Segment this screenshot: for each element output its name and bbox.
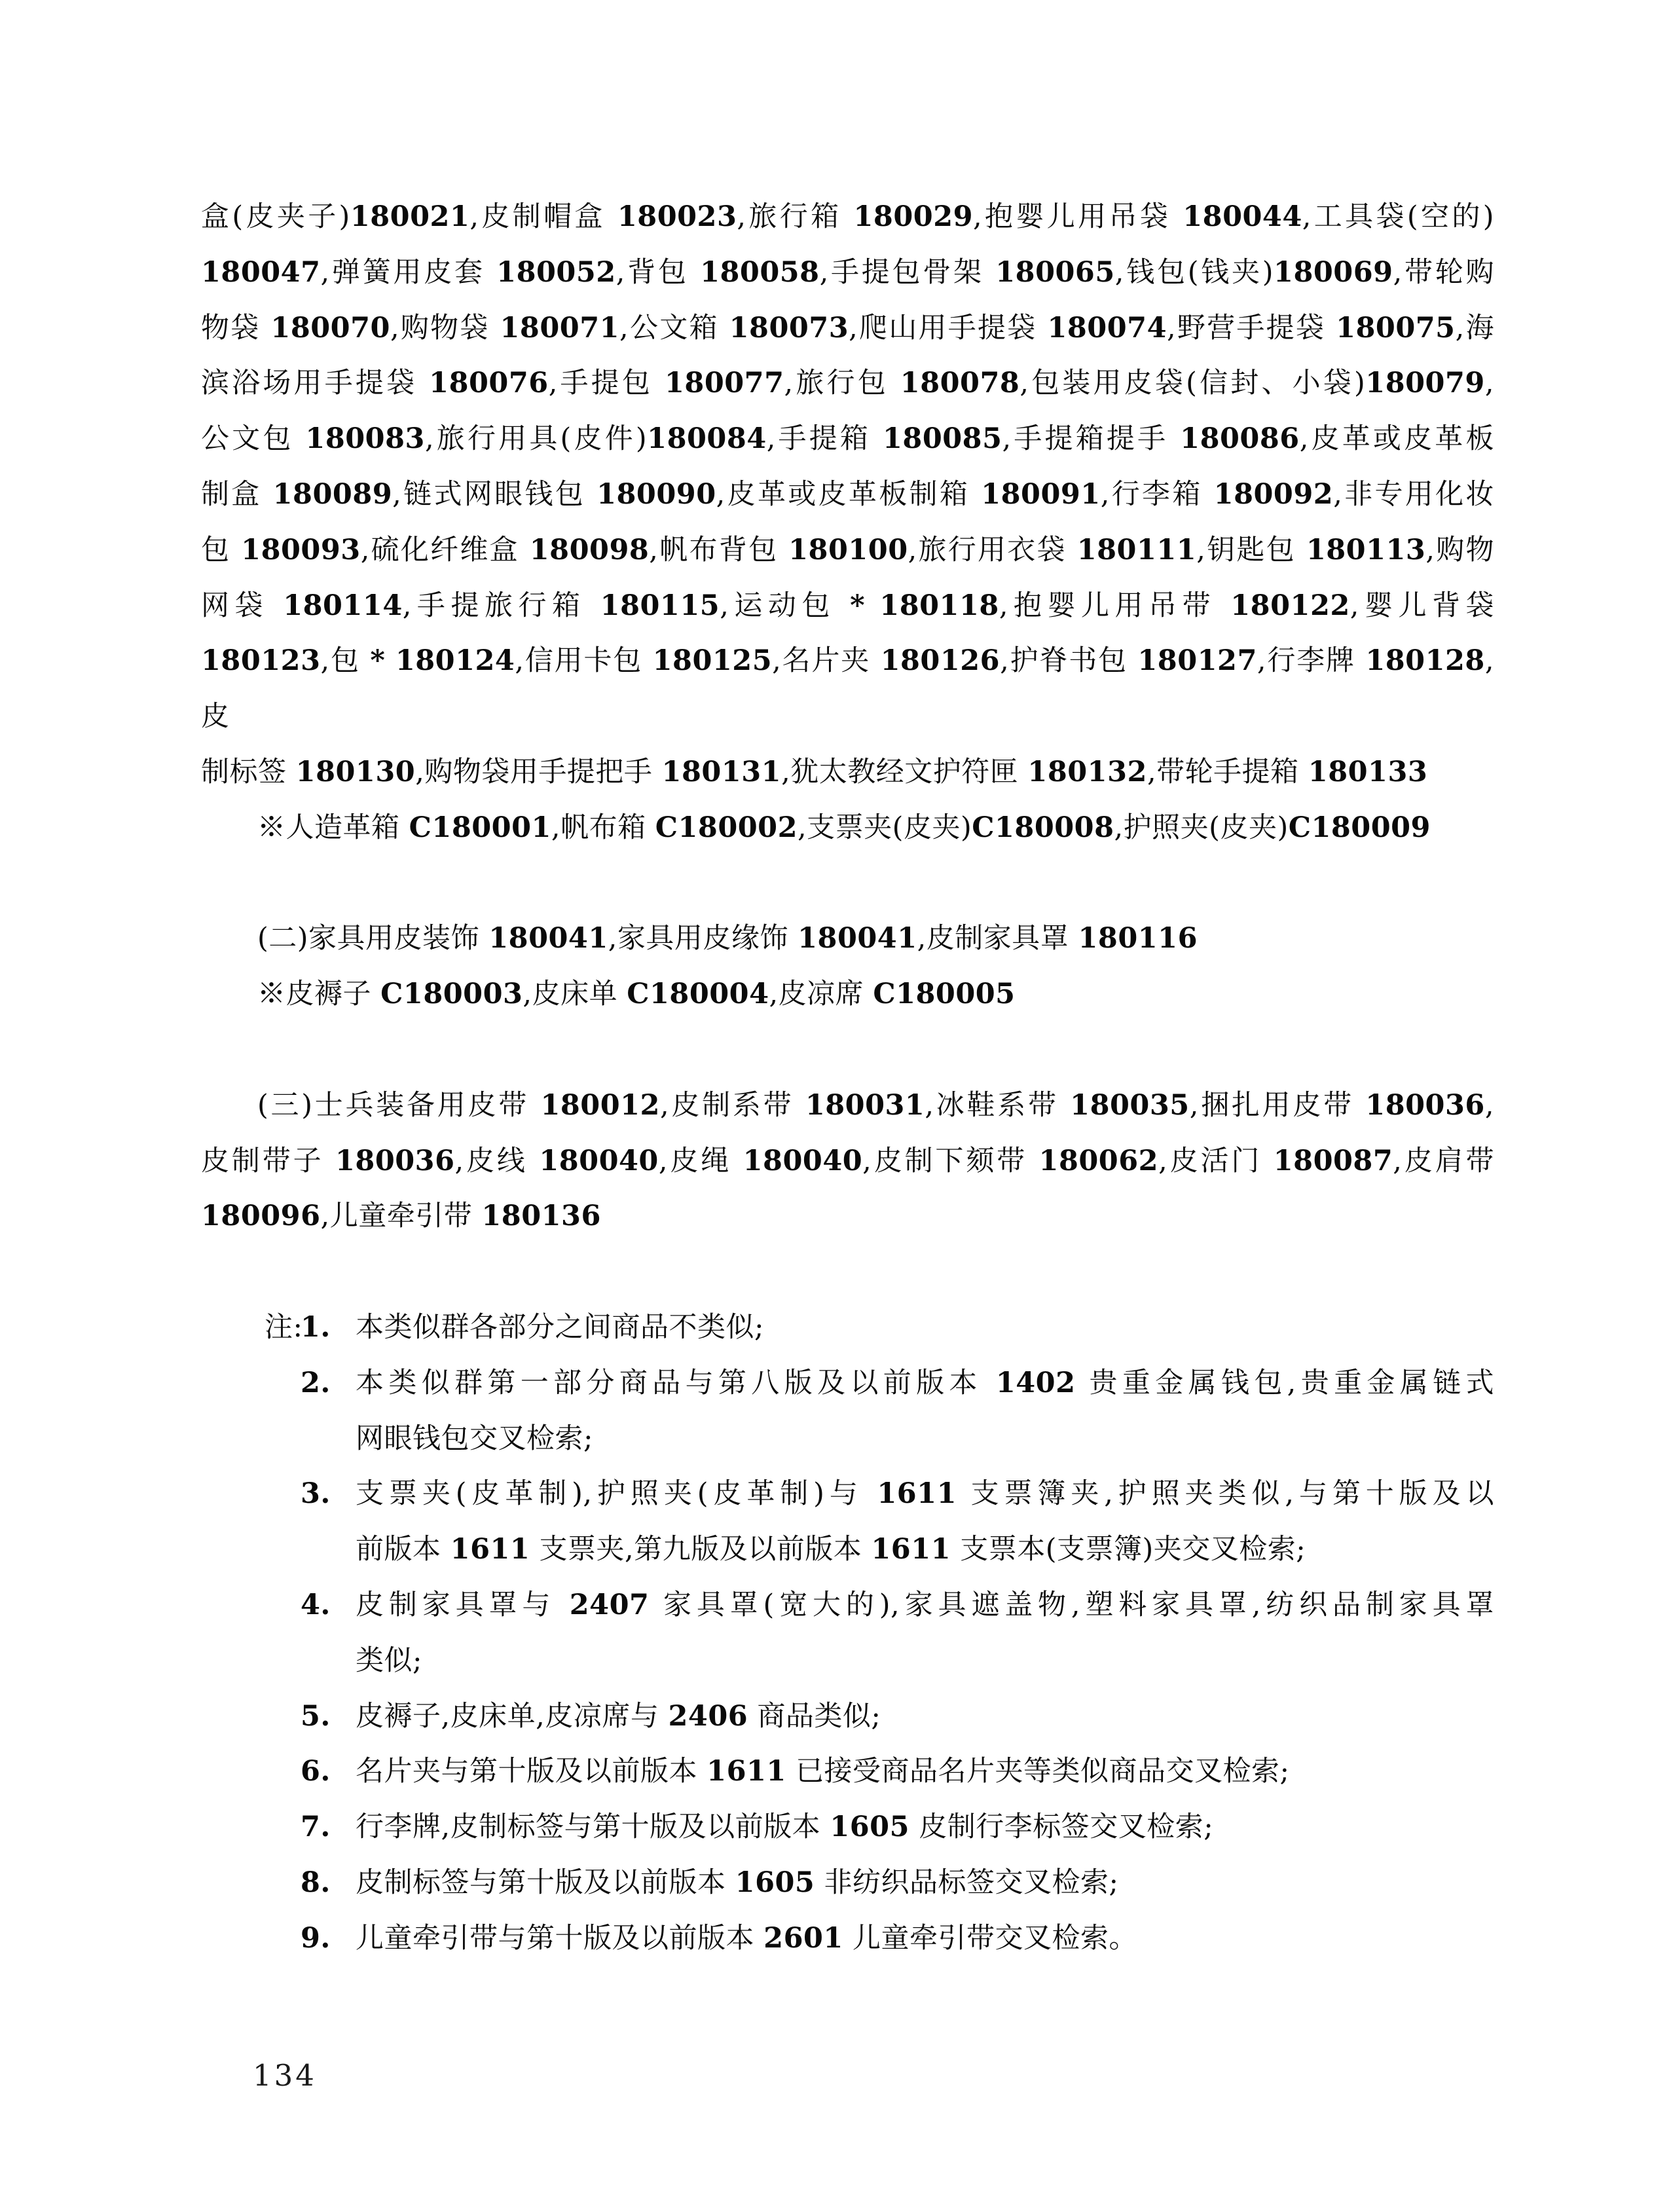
note-item [265, 1466, 1494, 1577]
goods-line: 网袋 180114,手提旅行箱 180115,运动包 * 180118,抱婴儿用吊带 180122,婴儿背袋 [201, 589, 1495, 622]
note-number: 8. [301, 1866, 331, 1899]
note-line: 皮制标签与第十版及以前版本 1605 非纺织品标签交叉检索; [356, 1866, 1119, 1899]
note-number: 9. [301, 1921, 331, 1955]
note-item [265, 1689, 1494, 1744]
note-line: 皮制家具罩与 2407 家具罩(宽大的),家具遮盖物,塑料家具罩,纺织品制家具罩 [356, 1588, 1494, 1621]
note-text [356, 1300, 1494, 1355]
note-number: 3. [301, 1477, 331, 1511]
note-item [265, 1799, 1494, 1855]
goods-line: 180123,包 * 180124,信用卡包 180125,名片夹 180126,护脊书包 180127,行李牌 180128,皮 [201, 644, 1495, 733]
goods-line: 公文包 180083,旅行用具(皮件)180084,手提箱 180085,手提箱提手 180086,皮革或皮革板 [201, 422, 1494, 456]
note-text [356, 1355, 1494, 1467]
note-item [265, 1577, 1494, 1689]
note-item [265, 1744, 1494, 1799]
goods-line: 制盒 180089,链式网眼钱包 180090,皮革或皮革板制箱 180091,行李箱 180092,非专用化妆 [201, 477, 1494, 511]
note-line: 本类似群第一部分商品与第八版及以前版本 1402 贵重金属钱包,贵重金属链式 [356, 1366, 1494, 1399]
note-text [356, 1466, 1494, 1577]
note-text [356, 1744, 1494, 1799]
goods-line: 物袋 180070,购物袋 180071,公文箱 180073,爬山用手提袋 180074,野营手提袋 180075,海 [201, 311, 1495, 344]
goods-line: 制标签 180130,购物袋用手提把手 180131,犹太教经文护符匣 180132,带轮手提箱 180133 [201, 755, 1428, 788]
section2-block [201, 911, 1494, 1022]
note-text [356, 1689, 1494, 1744]
section2-supplement-line: ※皮褥子 C180003,皮床单 C180004,皮凉席 C180005 [257, 978, 1016, 1011]
notes-label: 注: [265, 1310, 303, 1344]
note-item [265, 1911, 1494, 1966]
note-text [356, 1855, 1494, 1911]
goods-line: (三)士兵装备用皮带 180012,皮制系带 180031,冰鞋系带 180035,捆扎用皮带 180036, [257, 1088, 1494, 1122]
text-block [201, 189, 1494, 1966]
note-number: 1. [301, 1310, 331, 1344]
note-text [356, 1911, 1494, 1966]
note-number: 4. [301, 1588, 331, 1621]
note-text [356, 1577, 1494, 1689]
note-item [265, 1300, 1494, 1355]
note-line: 名片夹与第十版及以前版本 1611 已接受商品名片夹等类似商品交叉检索; [356, 1755, 1290, 1788]
note-line: 网眼钱包交叉检索; [356, 1422, 593, 1455]
note-line: 支票夹(皮革制),护照夹(皮革制)与 1611 支票簿夹,护照夹类似,与第十版及以 [356, 1477, 1494, 1511]
note-line: 类似; [356, 1644, 422, 1677]
note-line: 前版本 1611 支票夹,第九版及以前版本 1611 支票本(支票簿)夹交叉检索; [356, 1533, 1306, 1566]
goods-line: 皮制带子 180036,皮线 180040,皮绳 180040,皮制下颏带 180062,皮活门 180087,皮肩带 [201, 1144, 1495, 1177]
note-item [265, 1855, 1494, 1911]
note-number: 7. [301, 1811, 331, 1844]
page-number: 134 [253, 2058, 317, 2093]
note-line: 本类似群各部分之间商品不类似; [356, 1310, 764, 1344]
note-line: 儿童牵引带与第十版及以前版本 2601 儿童牵引带交叉检索。 [356, 1921, 1138, 1955]
note-line: 皮褥子,皮床单,皮凉席与 2406 商品类似; [356, 1699, 881, 1733]
goods-line: 滨浴场用手提袋 180076,手提包 180077,旅行包 180078,包装用皮袋(信封、小袋)180079, [201, 367, 1494, 400]
note-line: 行李牌,皮制标签与第十版及以前版本 1605 皮制行李标签交叉检索; [356, 1811, 1214, 1844]
note-number: 2. [301, 1366, 331, 1399]
note-item [265, 1355, 1494, 1467]
goods-line: 180047,弹簧用皮套 180052,背包 180058,手提包骨架 180065,钱包(钱夹)180069,带轮购 [201, 255, 1495, 289]
note-number: 5. [301, 1699, 331, 1733]
note-number: 6. [301, 1755, 331, 1788]
section1-goods-paragraph [201, 189, 1494, 856]
section3-block [201, 1078, 1494, 1244]
section2-heading-line: (二)家具用皮装饰 180041,家具用皮缘饰 180041,皮制家具罩 180116 [257, 922, 1198, 955]
goods-line: 180096,儿童牵引带 180136 [201, 1200, 601, 1233]
note-text [356, 1799, 1494, 1855]
goods-line: 包 180093,硫化纤维盒 180098,帆布背包 180100,旅行用衣袋 180111,钥匙包 180113,购物 [201, 533, 1495, 566]
section1-supplement-line: ※人造革箱 C180001,帆布箱 C180002,支票夹(皮夹)C180008,护照夹(皮夹)C180009 [257, 811, 1431, 844]
goods-line: 盒(皮夹子)180021,皮制帽盒 180023,旅行箱 180029,抱婴儿用吊袋 180044,工具袋(空的) [201, 200, 1494, 233]
notes-block [265, 1300, 1494, 1966]
